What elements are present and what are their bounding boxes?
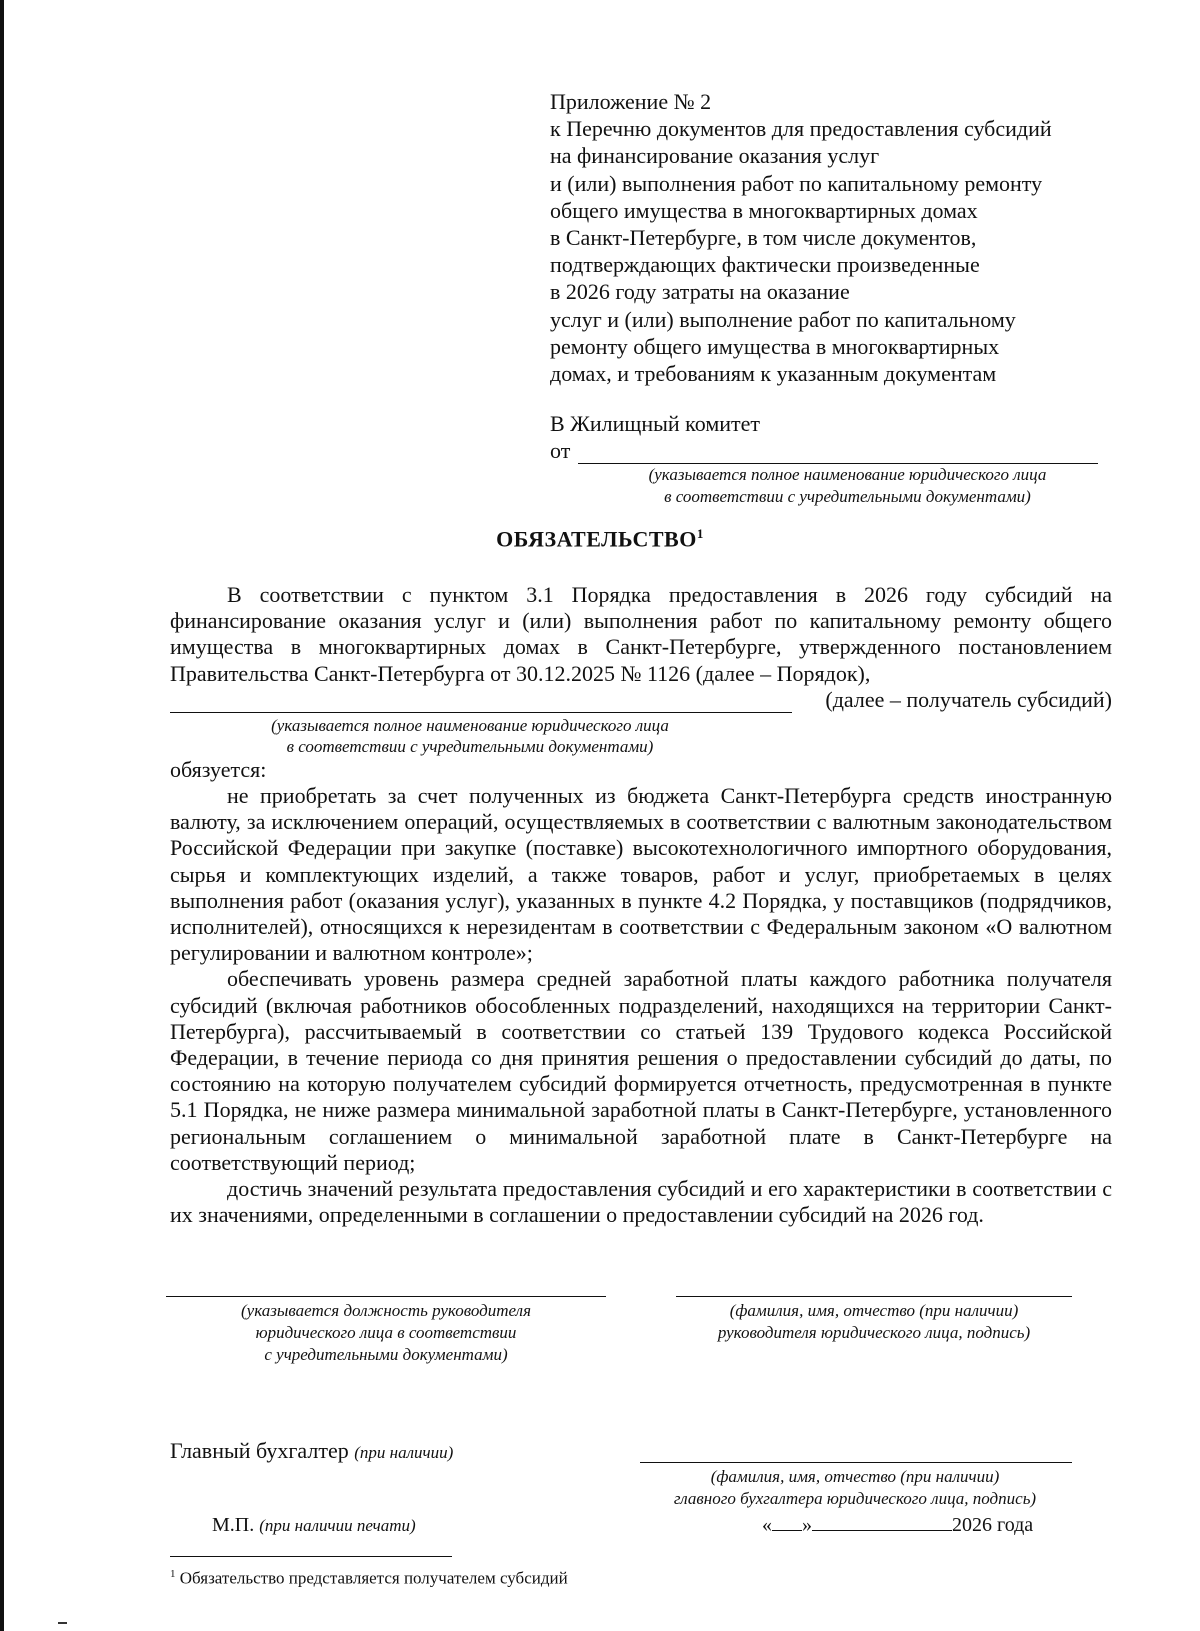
scan-edge — [0, 0, 4, 1631]
title-footnote-mark[interactable]: 1 — [696, 526, 704, 541]
footnote-text: Обязательство представляется получателем субсидий — [179, 1568, 568, 1588]
chief-accountant-note: (при наличии) — [354, 1443, 454, 1462]
accountant-hint — [630, 1466, 1080, 1510]
obligation-item-1: не приобретать за счет полученных из бюджета Санкт-Петербурга средств иностранную валюту, за исключением операций, осуществляемых в соответствии с валютным законодательством Российской Федерации при закупке (поставке) высокотехнологичного импортного оборудования, сырья и комплектующих изделий, а также товаров, работ и услуг, приобретаемых в целях выполнения работ (оказания услуг), указанных в пункте 4.2 Порядка, у поставщиков (подрядчиков, исполнителей), относящихся к нерезидентам в соответствии с Федеральным законом «О валютном регулировании и валютном контроле»; — [170, 783, 1112, 966]
addressee-hint — [575, 464, 1120, 508]
chief-accountant-text: Главный бухгалтер — [170, 1438, 349, 1463]
date-close-quote: » — [802, 1514, 812, 1536]
document-body — [170, 582, 1112, 1228]
addressee-block — [550, 410, 1110, 508]
title-text: ОБЯЗАТЕЛЬСТВО — [496, 526, 697, 552]
addressee-from-label: от — [550, 438, 571, 463]
annex-line: подтверждающих фактически произведенные — [550, 252, 980, 278]
annex-line: в Санкт-Петербурге, в том числе документов, — [550, 225, 977, 251]
annex-line: к Перечню документов для предоставления субсидий — [550, 116, 1052, 142]
position-hint-line: юридического лица в соответствии — [255, 1323, 517, 1342]
chief-accountant-label — [170, 1438, 453, 1464]
recipient-suffix: (далее – получатель субсидий) — [825, 686, 1112, 712]
recipient-row — [170, 687, 1112, 713]
recipient-hint-line: (указывается полное наименование юридического лица — [271, 715, 669, 735]
head-hint-line: руководителя юридического лица, подпись) — [717, 1323, 1031, 1342]
accountant-hint-line: главного бухгалтера юридического лица, подпись) — [673, 1489, 1037, 1508]
annex-line: на финансирование оказания услуг — [550, 143, 880, 169]
scan-mark — [58, 1622, 67, 1624]
addressee-hint-line: в соответствии с учредительными документами) — [664, 487, 1031, 506]
annex-line: в 2026 году затраты на оказание — [550, 279, 850, 305]
document-title — [0, 526, 1200, 552]
footnote — [170, 1568, 568, 1589]
annex-line: Приложение № 2 — [550, 89, 712, 114]
addressee-to: В Жилищный комитет — [550, 411, 761, 436]
head-hint — [676, 1300, 1072, 1344]
addressee-from-row — [550, 437, 1110, 464]
recipient-hint — [170, 715, 770, 757]
date-field[interactable] — [762, 1514, 1033, 1537]
addressee-from-field[interactable] — [578, 443, 1098, 464]
stamp-label: М.П. — [212, 1514, 255, 1536]
obligation-item-2: обеспечивать уровень размера средней заработной платы каждого работника получателя субсидий (включая работников обособленных подразделений, находящихся на территории Санкт-Петербурга), рассчитываемый в соответствии со статьей 139 Трудового кодекса Российской Федерации, в течение периода со дня принятия решения о предоставлении субсидий до даты, по состоянию на которую получателем субсидий формируется отчетность, предусмотренная в пункте 5.1 Порядка, не ниже размера минимальной заработной платы в Санкт-Петербурге, установленного региональным соглашением о минимальной заработной плате в Санкт-Петербурге на соответствующий период; — [170, 966, 1112, 1175]
date-month-blank[interactable] — [812, 1514, 952, 1531]
date-year: 2026 года — [952, 1514, 1034, 1536]
annex-header — [550, 88, 1150, 387]
position-hint-line: с учредительными документами) — [264, 1345, 508, 1364]
obligates-label: обязуется: — [170, 756, 267, 782]
footnote-mark: 1 — [170, 1568, 176, 1580]
position-hint-line: (указывается должность руководителя — [241, 1301, 531, 1320]
recipient-hint-line: в соответствии с учредительными документами) — [286, 736, 654, 756]
stamp-placeholder — [212, 1514, 416, 1537]
date-open-quote: « — [762, 1514, 772, 1536]
annex-line: общего имущества в многоквартирных домах — [550, 197, 978, 223]
position-hint — [166, 1300, 606, 1366]
addressee-hint-line: (указывается полное наименование юридического лица — [648, 465, 1047, 484]
accountant-signature-line[interactable] — [640, 1462, 1072, 1463]
stamp-note: (при наличии печати) — [259, 1516, 416, 1535]
head-signature-line[interactable] — [676, 1296, 1072, 1297]
obligation-item-3: достичь значений результата предоставления субсидий и его характеристики в соответствии с их значениями, определенными в соглашении о предоставлении субсидий на 2026 год. — [170, 1176, 1112, 1228]
head-hint-line: (фамилия, имя, отчество (при наличии) — [729, 1301, 1019, 1320]
intro-paragraph: В соответствии с пунктом 3.1 Порядка предоставления в 2026 году субсидий на финансирование оказания услуг и (или) выполнения работ по капитальному ремонту общего имущества в многоквартирных домах в Санкт-Петербурге, утвержденного постановлением Правительства Санкт-Петербурга от 30.12.2025 № 1126 (далее – Порядок), — [170, 582, 1112, 686]
date-day-blank[interactable] — [772, 1514, 802, 1531]
accountant-hint-line: (фамилия, имя, отчество (при наличии) — [710, 1467, 1000, 1486]
annex-line: ремонту общего имущества в многоквартирных — [550, 333, 1000, 359]
footnote-separator — [170, 1556, 452, 1557]
position-signature-line[interactable] — [166, 1296, 606, 1297]
recipient-name-field[interactable] — [170, 690, 792, 713]
annex-line: услуг и (или) выполнение работ по капитальному — [550, 306, 1016, 332]
annex-line: домах, и требованиям к указанным документам — [550, 361, 997, 387]
annex-line: и (или) выполнения работ по капитальному ремонту — [550, 170, 1043, 196]
